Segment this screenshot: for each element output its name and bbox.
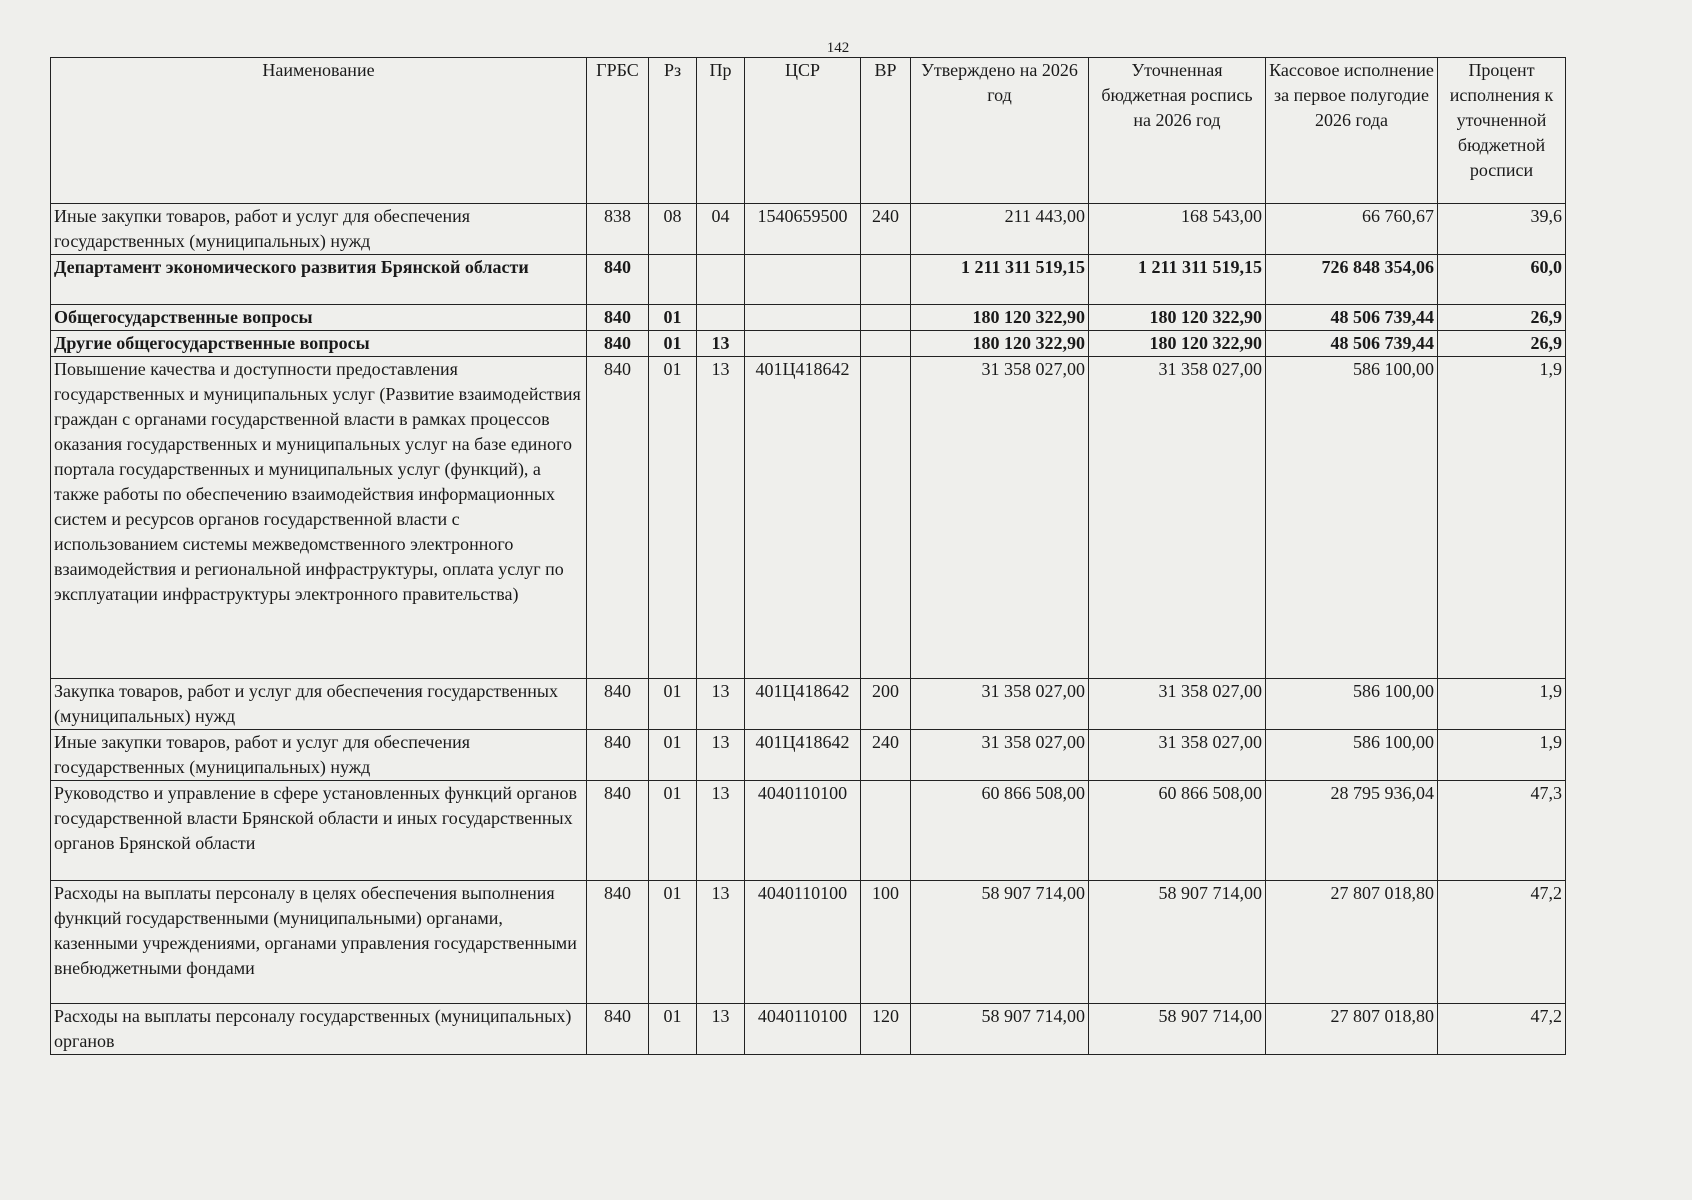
cell-vr xyxy=(861,255,911,305)
cell-grbs: 840 xyxy=(587,1004,649,1055)
cell-vr: 120 xyxy=(861,1004,911,1055)
cell-csr xyxy=(745,331,861,357)
cell-percent: 1,9 xyxy=(1438,679,1566,730)
cell-csr xyxy=(745,305,861,331)
cell-rz: 01 xyxy=(649,679,697,730)
cell-csr: 401Ц418642 xyxy=(745,679,861,730)
cell-cash: 48 506 739,44 xyxy=(1266,331,1438,357)
cell-refined: 58 907 714,00 xyxy=(1089,881,1266,1004)
cell-name: Расходы на выплаты персоналу в целях обеспечения выполнения функций государственными (муниципальными) органами, казенными учреждениями, органами управления государственными внебюджетными фондами xyxy=(51,881,587,1004)
cell-percent: 26,9 xyxy=(1438,331,1566,357)
cell-grbs: 840 xyxy=(587,679,649,730)
page-number: 142 xyxy=(826,40,850,56)
cell-vr xyxy=(861,331,911,357)
cell-percent: 47,2 xyxy=(1438,881,1566,1004)
header-pr: Пр xyxy=(697,58,745,204)
table-body xyxy=(51,204,1566,1055)
cell-vr: 240 xyxy=(861,730,911,781)
cell-csr: 401Ц418642 xyxy=(745,730,861,781)
cell-pr: 13 xyxy=(697,1004,745,1055)
cell-vr xyxy=(861,305,911,331)
cell-pr: 13 xyxy=(697,781,745,881)
cell-vr: 100 xyxy=(861,881,911,1004)
cell-approved: 211 443,00 xyxy=(911,204,1089,255)
cell-percent: 60,0 xyxy=(1438,255,1566,305)
table-header-row xyxy=(51,58,1566,204)
table-row xyxy=(51,679,1566,730)
cell-name: Иные закупки товаров, работ и услуг для обеспечения государственных (муниципальных) нужд xyxy=(51,204,587,255)
cell-pr xyxy=(697,255,745,305)
cell-cash: 586 100,00 xyxy=(1266,730,1438,781)
cell-rz: 01 xyxy=(649,357,697,679)
header-cash: Кассовое исполнение за первое полугодие 2026 года xyxy=(1266,58,1438,204)
cell-approved: 31 358 027,00 xyxy=(911,679,1089,730)
cell-grbs: 840 xyxy=(587,305,649,331)
cell-vr: 200 xyxy=(861,679,911,730)
budget-table xyxy=(50,57,1566,1055)
header-name: Наименование xyxy=(51,58,587,204)
cell-grbs: 840 xyxy=(587,730,649,781)
cell-name: Расходы на выплаты персоналу государственных (муниципальных) органов xyxy=(51,1004,587,1055)
cell-percent: 1,9 xyxy=(1438,730,1566,781)
cell-cash: 66 760,67 xyxy=(1266,204,1438,255)
cell-rz: 01 xyxy=(649,305,697,331)
cell-cash: 726 848 354,06 xyxy=(1266,255,1438,305)
cell-pr: 13 xyxy=(697,679,745,730)
table-row xyxy=(51,881,1566,1004)
cell-approved: 180 120 322,90 xyxy=(911,331,1089,357)
cell-rz: 01 xyxy=(649,730,697,781)
cell-csr: 401Ц418642 xyxy=(745,357,861,679)
cell-rz: 01 xyxy=(649,1004,697,1055)
cell-name: Департамент экономического развития Брянской области xyxy=(51,255,587,305)
cell-csr: 4040110100 xyxy=(745,881,861,1004)
cell-grbs: 840 xyxy=(587,331,649,357)
cell-approved: 58 907 714,00 xyxy=(911,881,1089,1004)
cell-grbs: 840 xyxy=(587,357,649,679)
cell-rz xyxy=(649,255,697,305)
table-row xyxy=(51,730,1566,781)
cell-name: Другие общегосударственные вопросы xyxy=(51,331,587,357)
table-row xyxy=(51,204,1566,255)
cell-rz: 01 xyxy=(649,881,697,1004)
header-grbs: ГРБС xyxy=(587,58,649,204)
cell-refined: 31 358 027,00 xyxy=(1089,730,1266,781)
cell-name: Иные закупки товаров, работ и услуг для обеспечения государственных (муниципальных) нужд xyxy=(51,730,587,781)
cell-rz: 08 xyxy=(649,204,697,255)
cell-name: Повышение качества и доступности предоставления государственных и муниципальных услуг (Развитие взаимодействия граждан с органами государственной власти в рамках процессов оказания государственных и муниципальных услуг на базе единого портала государственных и муниципальных услуг (функций), а также работы по обеспечению взаимодействия информационных систем и ресурсов органов государственной власти с использованием системы межведомственного электронного взаимодействия и региональной инфраструктуры, оплата услуг по эксплуатации инфраструктуры электронного правительства) xyxy=(51,357,587,679)
cell-grbs: 840 xyxy=(587,881,649,1004)
cell-refined: 58 907 714,00 xyxy=(1089,1004,1266,1055)
cell-name: Общегосударственные вопросы xyxy=(51,305,587,331)
cell-refined: 60 866 508,00 xyxy=(1089,781,1266,881)
cell-csr: 4040110100 xyxy=(745,781,861,881)
cell-pr: 13 xyxy=(697,331,745,357)
table-row xyxy=(51,305,1566,331)
table-row xyxy=(51,331,1566,357)
cell-refined: 168 543,00 xyxy=(1089,204,1266,255)
cell-grbs: 838 xyxy=(587,204,649,255)
header-approved: Утверждено на 2026 год xyxy=(911,58,1089,204)
cell-cash: 27 807 018,80 xyxy=(1266,881,1438,1004)
cell-pr: 04 xyxy=(697,204,745,255)
cell-name: Руководство и управление в сфере установленных функций органов государственной власти Брянской области и иных государственных органов Брянской области xyxy=(51,781,587,881)
cell-vr xyxy=(861,781,911,881)
table-row xyxy=(51,781,1566,881)
cell-csr: 1540659500 xyxy=(745,204,861,255)
cell-approved: 60 866 508,00 xyxy=(911,781,1089,881)
header-vr: ВР xyxy=(861,58,911,204)
cell-cash: 48 506 739,44 xyxy=(1266,305,1438,331)
cell-approved: 31 358 027,00 xyxy=(911,730,1089,781)
header-refined: Уточненная бюджетная роспись на 2026 год xyxy=(1089,58,1266,204)
cell-refined: 1 211 311 519,15 xyxy=(1089,255,1266,305)
cell-grbs: 840 xyxy=(587,781,649,881)
cell-approved: 58 907 714,00 xyxy=(911,1004,1089,1055)
cell-approved: 1 211 311 519,15 xyxy=(911,255,1089,305)
cell-refined: 180 120 322,90 xyxy=(1089,305,1266,331)
cell-refined: 180 120 322,90 xyxy=(1089,331,1266,357)
cell-percent: 47,3 xyxy=(1438,781,1566,881)
cell-approved: 180 120 322,90 xyxy=(911,305,1089,331)
table-row xyxy=(51,255,1566,305)
cell-csr xyxy=(745,255,861,305)
cell-percent: 39,6 xyxy=(1438,204,1566,255)
cell-cash: 586 100,00 xyxy=(1266,679,1438,730)
cell-rz: 01 xyxy=(649,781,697,881)
cell-percent: 26,9 xyxy=(1438,305,1566,331)
cell-approved: 31 358 027,00 xyxy=(911,357,1089,679)
cell-cash: 28 795 936,04 xyxy=(1266,781,1438,881)
cell-grbs: 840 xyxy=(587,255,649,305)
cell-pr: 13 xyxy=(697,881,745,1004)
cell-cash: 586 100,00 xyxy=(1266,357,1438,679)
table-row xyxy=(51,1004,1566,1055)
cell-refined: 31 358 027,00 xyxy=(1089,679,1266,730)
cell-cash: 27 807 018,80 xyxy=(1266,1004,1438,1055)
header-rz: Рз xyxy=(649,58,697,204)
cell-csr: 4040110100 xyxy=(745,1004,861,1055)
cell-pr: 13 xyxy=(697,357,745,679)
cell-percent: 1,9 xyxy=(1438,357,1566,679)
header-percent: Процент исполнения к уточненной бюджетной росписи xyxy=(1438,58,1566,204)
cell-pr: 13 xyxy=(697,730,745,781)
cell-vr xyxy=(861,357,911,679)
cell-vr: 240 xyxy=(861,204,911,255)
header-csr: ЦСР xyxy=(745,58,861,204)
cell-name: Закупка товаров, работ и услуг для обеспечения государственных (муниципальных) нужд xyxy=(51,679,587,730)
cell-refined: 31 358 027,00 xyxy=(1089,357,1266,679)
cell-pr xyxy=(697,305,745,331)
cell-percent: 47,2 xyxy=(1438,1004,1566,1055)
table-row xyxy=(51,357,1566,679)
cell-rz: 01 xyxy=(649,331,697,357)
